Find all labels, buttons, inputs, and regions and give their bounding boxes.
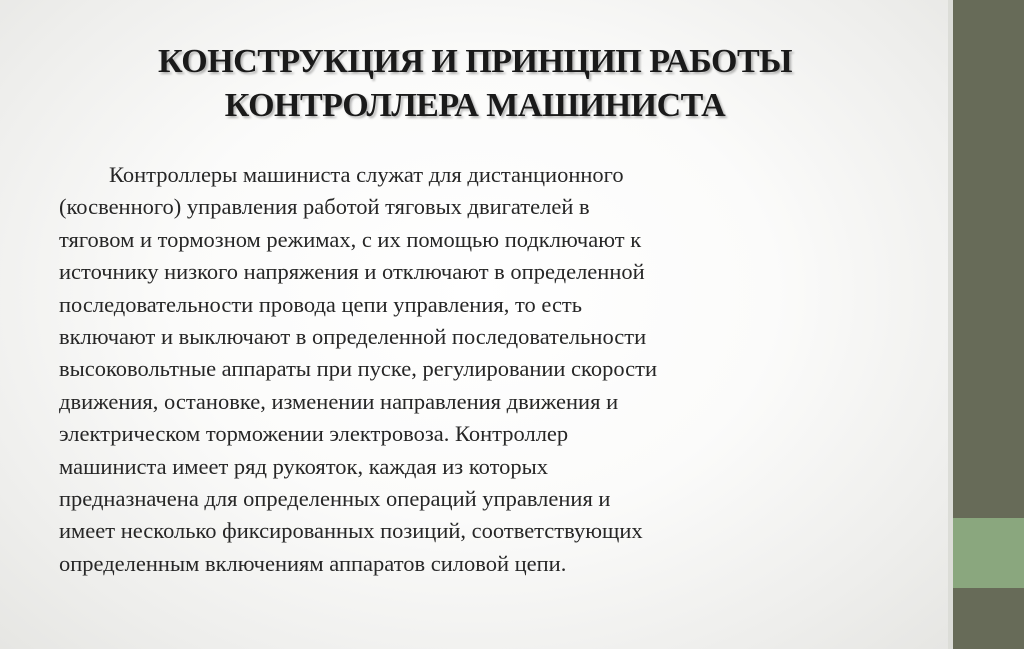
body-line: (косвенного) управления работой тяговых двигателей в: [59, 194, 590, 220]
body-line: Контроллеры машиниста служат для дистанционного: [109, 162, 624, 187]
body-line: источнику низкого напряжения и отключают в определенной: [59, 259, 645, 285]
body-line: электрическом торможении электровоза. Контроллер: [59, 421, 569, 447]
slide-body-paragraph: [59, 159, 819, 580]
body-line: машиниста имеет ряд рукояток, каждая из которых: [59, 453, 548, 479]
side-decor-accent: [953, 518, 1024, 588]
slide-title-line-1: КОНСТРУКЦИЯ И ПРИНЦИП РАБОТЫ: [157, 43, 793, 80]
slide-title: [60, 40, 890, 128]
body-line: предназначена для определенных операций управления и: [59, 486, 611, 512]
body-line: движения, остановке, изменении направления движения и: [59, 388, 619, 414]
body-line: тяговом и тормозном режимах, с их помощью подключают к: [59, 226, 642, 252]
body-line: имеет несколько фиксированных позиций, соответствующих: [59, 518, 643, 544]
slide-title-line-2: КОНТРОЛЛЕРА МАШИНИСТА: [224, 87, 726, 124]
body-line: последовательности провода цепи управления, то есть: [59, 291, 583, 317]
body-line: высоковольтные аппараты при пуске, регулировании скорости: [59, 356, 658, 382]
body-line: определенным включениям аппаратов силовой цепи.: [59, 550, 567, 576]
body-line: включают и выключают в определенной последовательности: [59, 324, 647, 350]
